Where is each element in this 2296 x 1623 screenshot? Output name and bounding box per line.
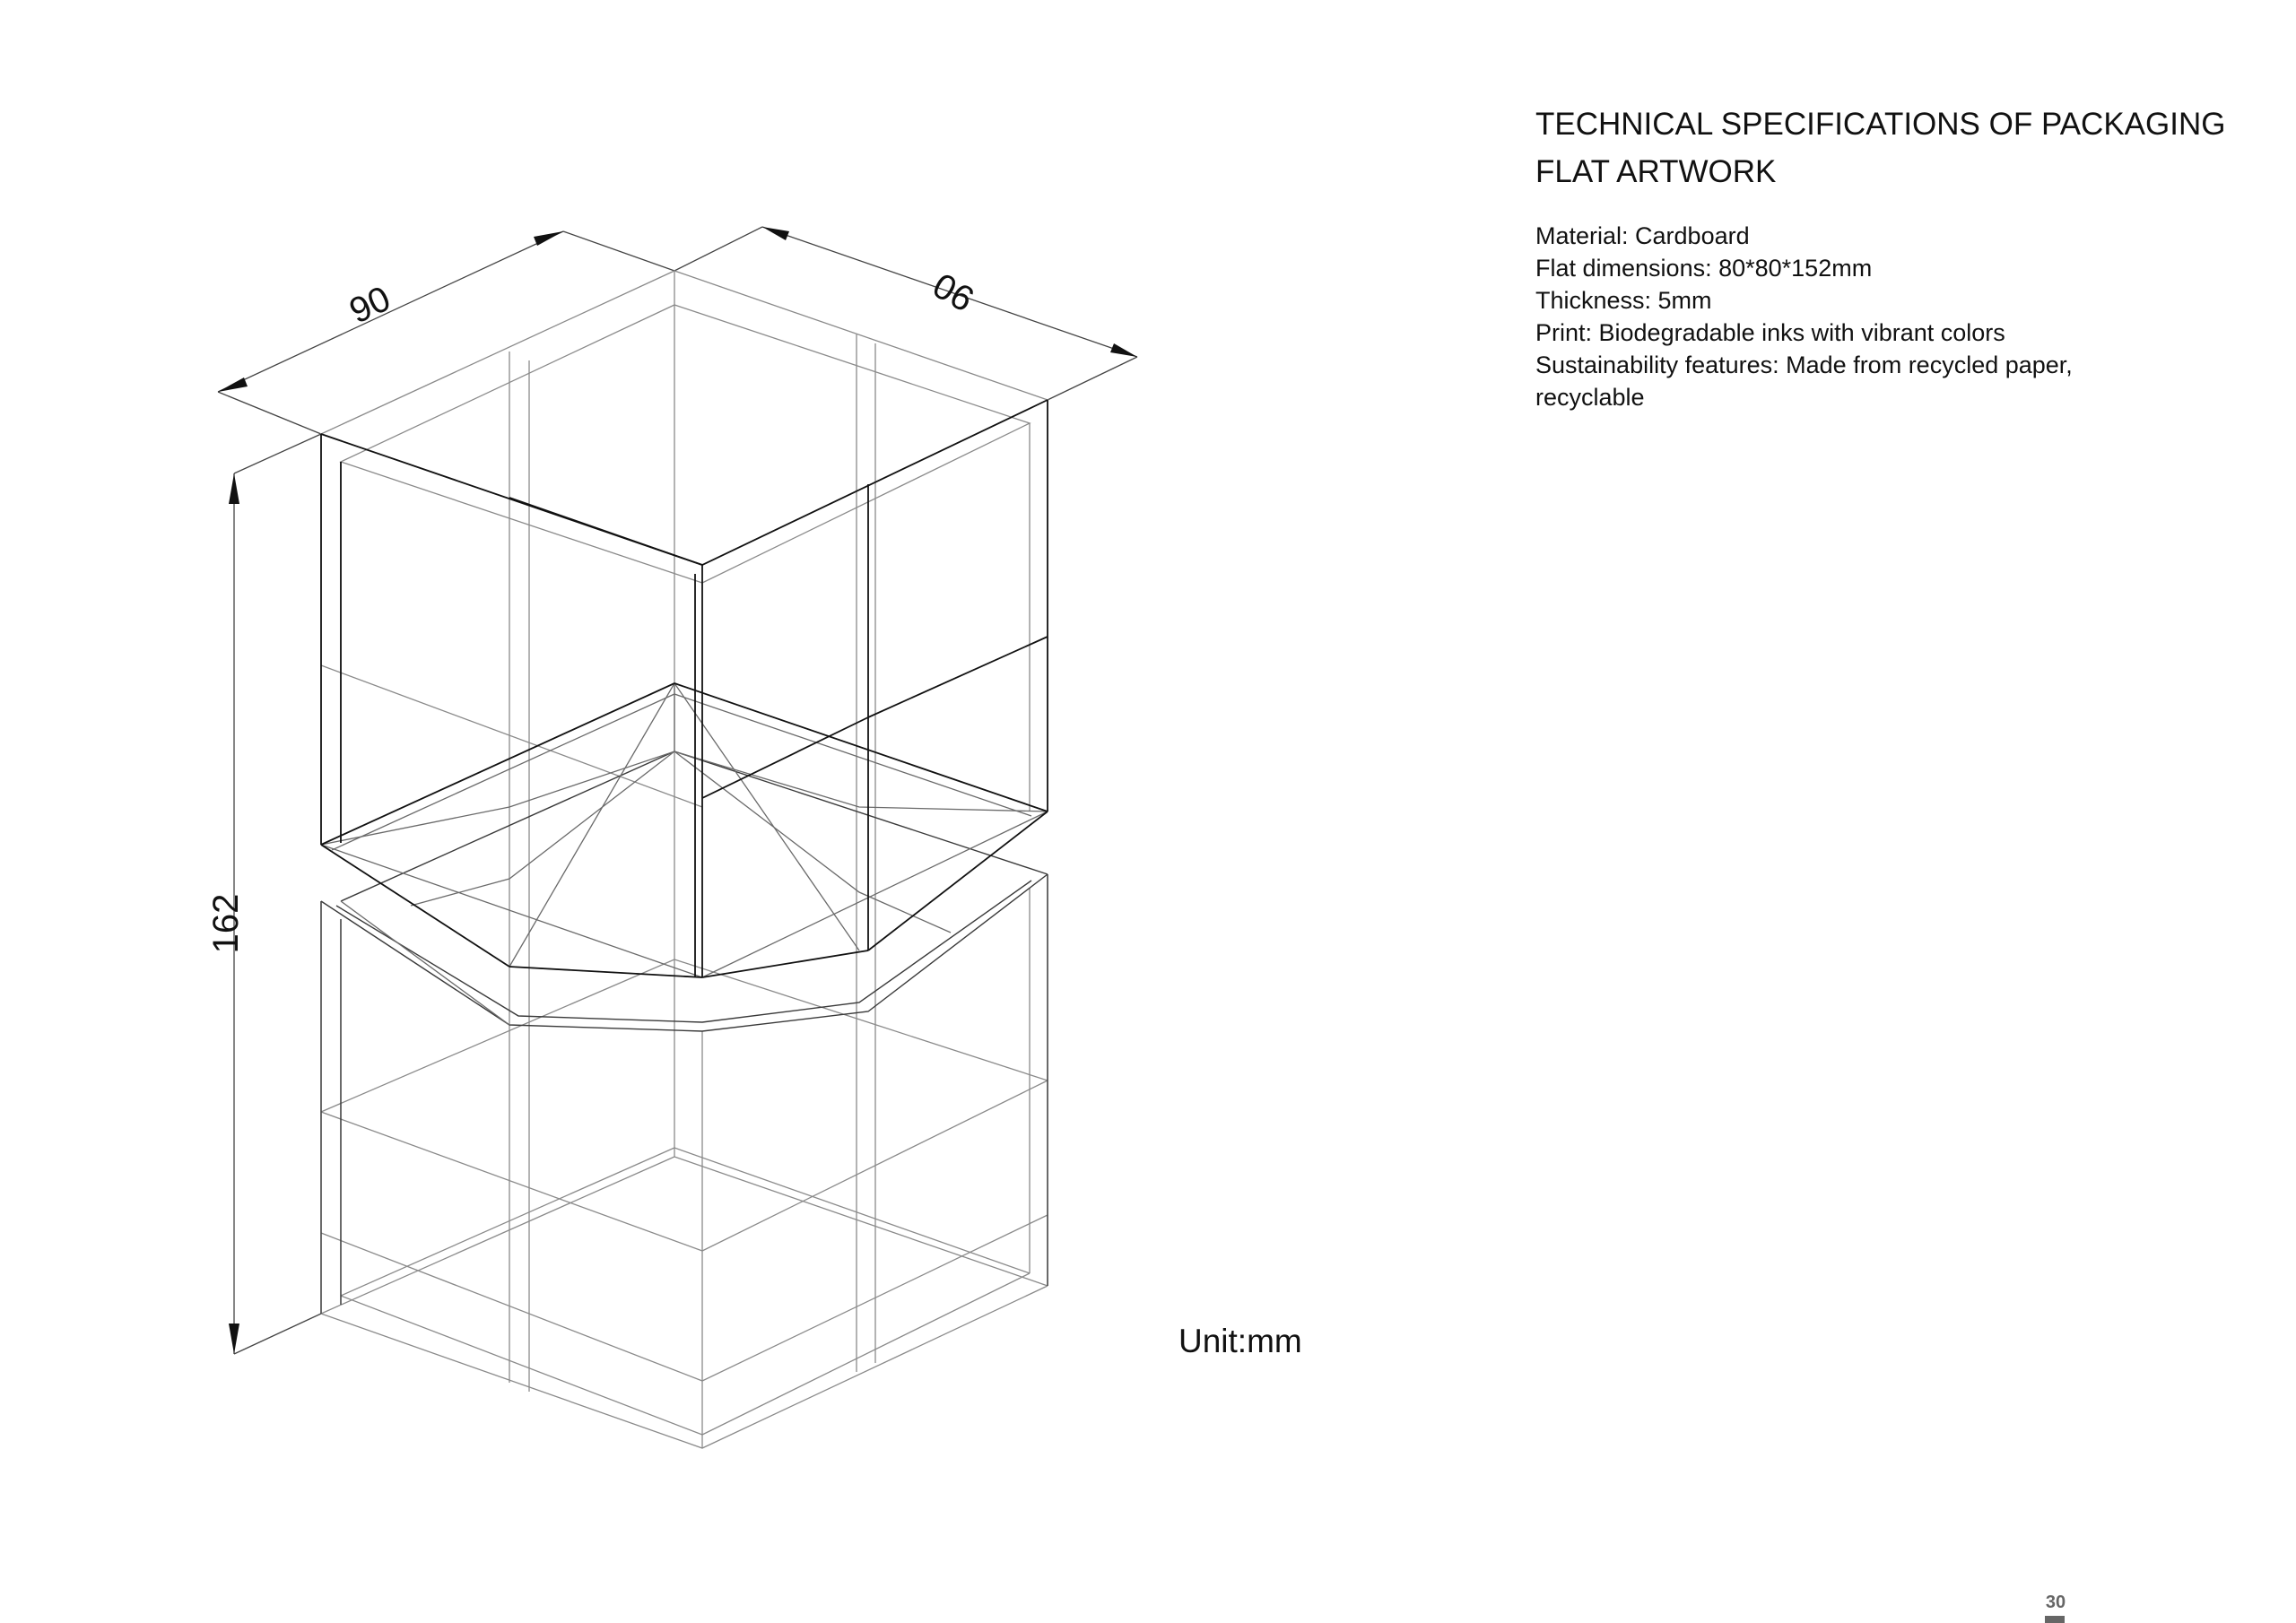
spec-title-line-1: TECHNICAL SPECIFICATIONS OF PACKAGING bbox=[1535, 107, 2226, 142]
spec-item-thickness: Thickness: 5mm bbox=[1535, 287, 1712, 314]
spec-list bbox=[1535, 220, 2181, 413]
page-number: 30 bbox=[2045, 1593, 2066, 1612]
dim-width-right-label: 90 bbox=[926, 265, 981, 319]
dim-height-label: 162 bbox=[206, 893, 246, 954]
lower-base-box bbox=[321, 751, 1048, 1314]
spec-item-sustainability-cont: recyclable bbox=[1535, 384, 1645, 411]
pyramid-inserts bbox=[321, 683, 1048, 1025]
spec-item-sustainability: Sustainability features: Made from recycled paper, bbox=[1535, 352, 2073, 378]
spec-title bbox=[1535, 100, 2271, 195]
unit-label: Unit:mm bbox=[1178, 1323, 1302, 1359]
spec-title-line-2: FLAT ARTWORK bbox=[1535, 154, 1777, 189]
outer-wireframe bbox=[321, 271, 1048, 1448]
spec-item-dimensions: Flat dimensions: 80*80*152mm bbox=[1535, 255, 1873, 282]
upper-cube bbox=[321, 400, 1048, 977]
spec-item-print: Print: Biodegradable inks with vibrant colors bbox=[1535, 319, 2005, 346]
page-marker-square bbox=[2045, 1616, 2065, 1623]
dim-width-left-label: 90 bbox=[344, 278, 396, 332]
dimension-arrowheads bbox=[218, 227, 1137, 1354]
dimension-lines bbox=[218, 227, 1137, 1354]
spec-item-material: Material: Cardboard bbox=[1535, 222, 1750, 249]
